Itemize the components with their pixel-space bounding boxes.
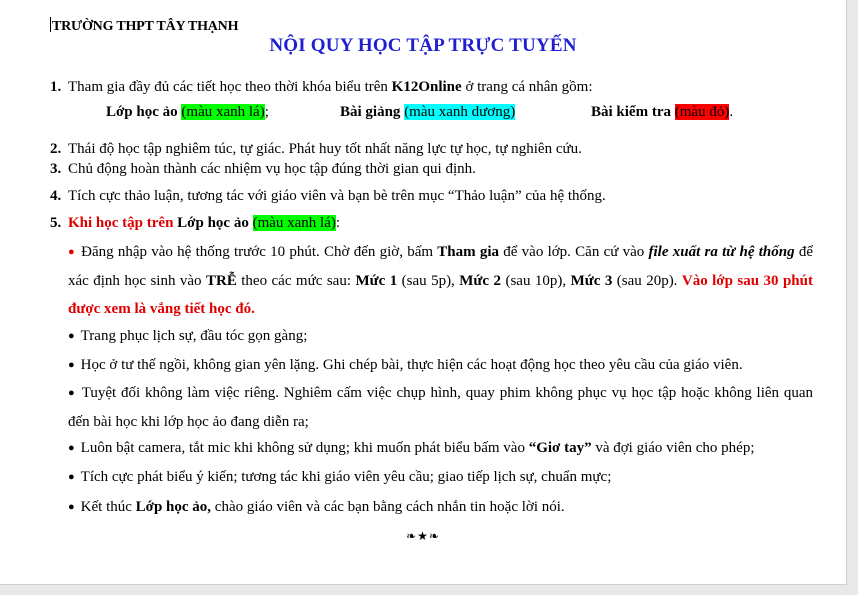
ornament-divider: ❧★❧ [406, 529, 440, 543]
rule-item-3: 3. Chủ động hoàn thành các nhiệm vụ học tập đúng thời gian qui định. [50, 161, 476, 177]
bullet-no-private: ● Tuyệt đối không làm việc riêng. Nghiêm cấm việc chụp hình, quay phim không phục vụ học tập hoặc không liên quan đến bài học khi lớp học ảo đang diễn ra; [68, 385, 813, 430]
bullet-dot-icon: ● [68, 246, 76, 258]
bullet-posture: ● Học ở tư thế ngồi, không gian yên lặng. Ghi chép bài, thực hiện các hoạt động học theo yêu cầu của giáo viên. [68, 357, 743, 373]
rule-item-1: 1. Tham gia đầy đủ các tiết học theo thời khóa biểu trên K12Online ở trang cá nhân gồm: [50, 79, 593, 95]
bullet-participation: ● Tích cực phát biểu ý kiến; tương tác khi giáo viên yêu cầu; giao tiếp lịch sự, chuẩn mực; [68, 469, 612, 485]
page-title: NỘI QUY HỌC TẬP TRỰC TUYẾN [269, 35, 577, 56]
type-test: Bài kiểm tra (màu đỏ). [591, 104, 734, 120]
bullet-dot-icon: ● [68, 330, 75, 342]
bullet-dot-icon: ● [68, 471, 75, 483]
bullet-dot-icon: ● [68, 501, 75, 513]
type-lecture: Bài giảng (màu xanh dương) [340, 104, 516, 120]
type-virtual-class: Lớp học ảo (màu xanh lá); [106, 104, 269, 120]
bullet-attire: ● Trang phục lịch sự, đầu tóc gọn gàng; [68, 328, 308, 344]
rule-item-5: 5. Khi học tập trên Lớp học ảo (màu xanh lá): [50, 215, 341, 231]
bullet-dot-icon: ● [68, 387, 76, 399]
bullet-dot-icon: ● [68, 359, 75, 371]
school-name: TRƯỜNG THPT TÂY THẠNH [52, 19, 239, 34]
rule-item-4: 4. Tích cực thảo luận, tương tác với giáo viên và bạn bè trên mục “Thảo luận” của hệ thống. [50, 188, 606, 204]
page-margin-area [847, 0, 858, 595]
text-cursor [50, 17, 51, 32]
bullet-dot-icon: ● [68, 442, 75, 454]
bullet-end-class: ● Kết thúc Lớp học ảo, chào giáo viên và các bạn bằng cách nhắn tin hoặc lời nói. [68, 499, 565, 515]
rule-item-2: 2. Thái độ học tập nghiêm túc, tự giác. Phát huy tốt nhất năng lực tự học, tự nghiên cứu. [50, 141, 582, 157]
bullet-login: ● Đăng nhập vào hệ thống trước 10 phút. Chờ đến giờ, bấm Tham gia để vào lớp. Căn cứ vào file xuất ra từ hệ thống để xác định học sinh vào TRỄ theo các mức sau: Mức 1 (sau 5p), Mức 2 (sau 10p), Mức 3 (sau 20p). Vào lớp sau 30 phút được xem là vắng tiết học đó. [68, 244, 813, 317]
bullet-camera: ● Luôn bật camera, tắt mic khi không sử dụng; khi muốn phát biểu bấm vào “Giơ tay” và đợi giáo viên cho phép; [68, 440, 755, 456]
